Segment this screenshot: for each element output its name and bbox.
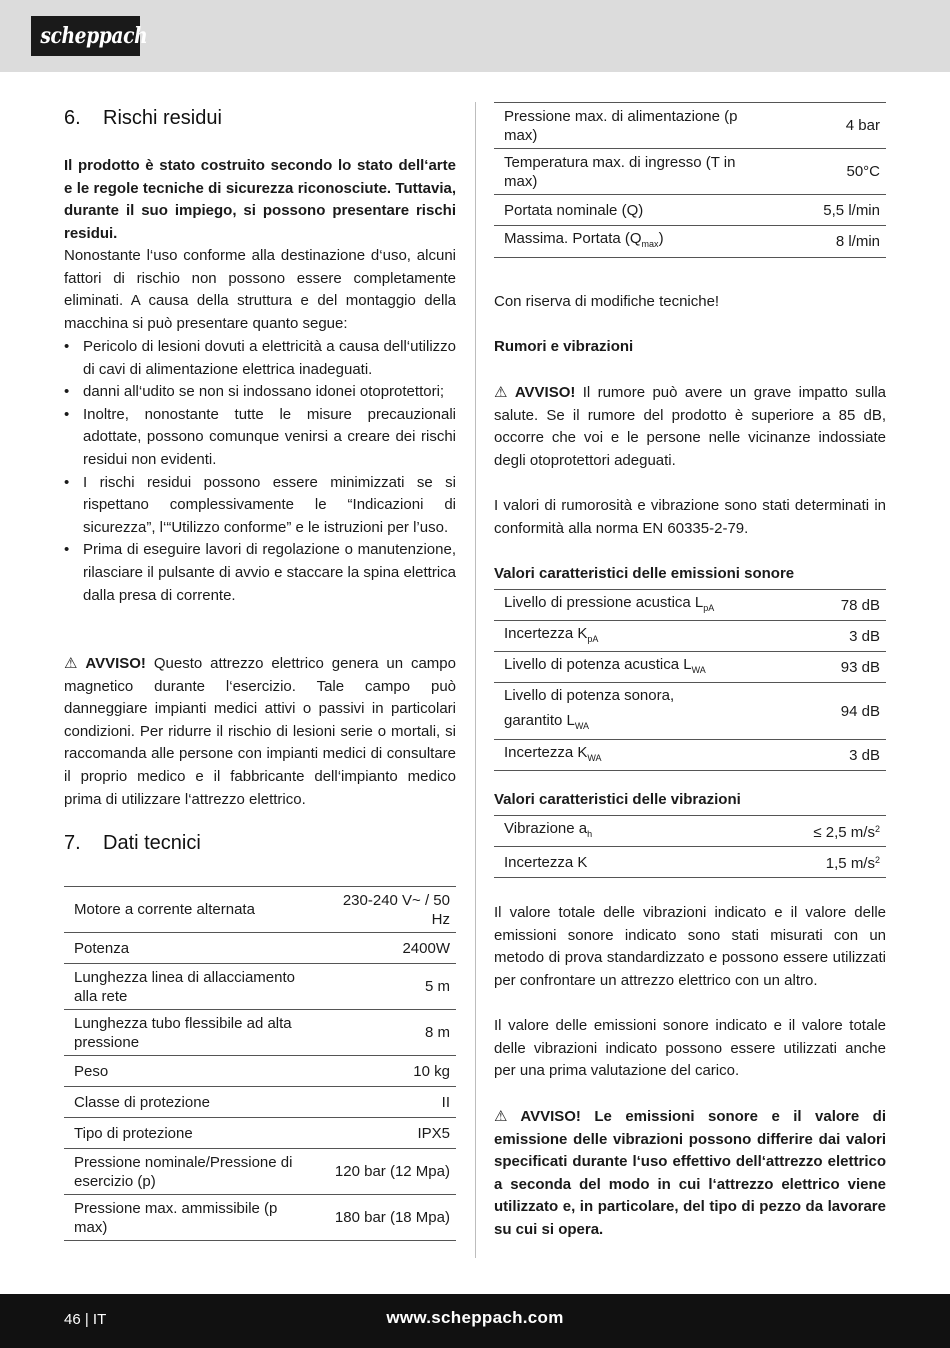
- noise-vibration-heading: Rumori e vibrazioni: [494, 338, 634, 355]
- magnetic-field-warning: ⚠ AVVISO! Questo attrezzo elettrico genera un campo magnetico durante l‘esercizio. Tale campo può danneggiare impianti medici attivi o passivi in particolari condizioni. Per ridurre il rischio di lesioni serie o mortali, si raccomanda alle persone con impianti medici di consultare il proprio medico e il fabbricante dell‘impianto medico prima di utilizzare l‘attrezzo elettrico.: [64, 655, 456, 808]
- technical-data-table: [64, 886, 456, 1241]
- section-6-heading: 6. Rischi residui: [64, 107, 222, 129]
- scheppach-logo: scheppach: [31, 16, 140, 56]
- residual-risks-list: [64, 336, 456, 607]
- measurement-note: Il valore totale delle vibrazioni indicato e il valore delle emissioni sonore indicato sono stati misurati con un metodo di prova standardizzato e possono essere utilizzati per confrontare un attrezzo elettrico con un altro.: [494, 904, 886, 989]
- page-header: [0, 0, 950, 72]
- list-item: • Prima di eseguire lavori di regolazione o manutenzione, rilasciare il pulsante di avvio e staccare la spina elettrica dalla presa di corrente.: [64, 539, 456, 607]
- table-row: Livello di pressione acustica $L_{pA}$ 78 dB: [494, 590, 886, 621]
- table-row: Massima. Portata $(Q_{max})$ 8 l/min: [494, 226, 886, 258]
- table-row: Incertezza K 1,5 $m/s^2$: [494, 847, 886, 878]
- page-number: 46 | IT: [64, 1311, 107, 1328]
- table-row: Vibrazione $a_h$ ≤ 2,5 $m/s^2$: [494, 816, 886, 847]
- table-row: Incertezza $K_{pA}$ 3 dB: [494, 621, 886, 652]
- column-divider: [475, 102, 476, 1258]
- list-item: • danni all‘udito se non si indossano idonei otoprotettori;: [64, 381, 456, 404]
- vibration-heading: Valori caratteristici delle vibrazioni: [494, 791, 741, 808]
- list-item: • Inoltre, nonostante tutte le misure precauzionali adottate, possono comunque venirsi a creare dei rischi residui non evidenti.: [64, 404, 456, 472]
- technical-data-table-continued: [494, 102, 886, 258]
- list-item: • Pericolo di lesioni dovuti a elettricità a causa dell‘utilizzo di cavi di alimentazione elettrica inadeguati.: [64, 336, 456, 381]
- table-row: Pressione nominale/Pressione di esercizio (p) 120 bar (12 Mpa): [64, 1149, 456, 1195]
- table-row: Portata nominale (Q) 5,5 l/min: [494, 195, 886, 226]
- table-row: Tipo di protezione IPX5: [64, 1118, 456, 1149]
- noise-warning: ⚠ AVVISO! Il rumore può avere un grave impatto sulla salute. Se il rumore del prodotto è superiore a 85 dB, occorre che voi e le persone nelle vicinanze indossiate degli otoprotettori adeguati.: [494, 384, 886, 469]
- sound-emission-table: [494, 589, 886, 771]
- sound-emission-heading: Valori caratteristici delle emissioni sonore: [494, 565, 795, 582]
- table-row: Incertezza $K_{WA}$ 3 dB: [494, 740, 886, 771]
- table-row: Lunghezza tubo flessibile ad alta pressione 8 m: [64, 1010, 456, 1056]
- table-row: Pressione max. di alimentazione (p max) 4 bar: [494, 103, 886, 149]
- table-row: Classe di protezione II: [64, 1087, 456, 1118]
- warning-triangle-icon: ⚠: [64, 655, 78, 672]
- vibration-table: [494, 815, 886, 878]
- table-row: Lunghezza linea di allacciamento alla rete 5 m: [64, 964, 456, 1010]
- residual-risks-intro: Nonostante l‘uso conforme alla destinazione d‘uso, alcuni fattori di rischio non possono essere completamente eliminati. A causa della struttura e del montaggio della macchina si può presentare quanto segue:: [64, 247, 456, 332]
- page-footer: [0, 1294, 950, 1348]
- warning-triangle-icon: ⚠: [494, 384, 508, 401]
- table-row: Livello di potenza acustica $L_{WA}$ 93 dB: [494, 652, 886, 683]
- table-row: Livello di potenza sonora, garantito $L_{WA}$ 94 dB: [494, 683, 886, 740]
- residual-risks-intro-bold: Il prodotto è stato costruito secondo lo stato dell‘arte e le regole tecniche di sicurezza riconosciute. Tuttavia, durante il suo impiego, si possono presentare rischi residui.: [64, 157, 456, 242]
- list-item: • I rischi residui possono essere minimizzati se si rispettano complessivamente le “Indicazioni di sicurezza”, l‘“Utilizzo conforme” e le istruzioni per l’uso.: [64, 472, 456, 540]
- table-row: Potenza 2400W: [64, 933, 456, 964]
- table-row: Motore a corrente alternata 230-240 V~ / 50 Hz: [64, 887, 456, 933]
- load-evaluation-note: Il valore delle emissioni sonore indicato e il valore totale delle vibrazioni indicato possono essere utilizzati anche per una prima valutazione del carico.: [494, 1017, 886, 1080]
- table-row: Peso 10 kg: [64, 1056, 456, 1087]
- warning-triangle-icon: ⚠: [494, 1108, 508, 1125]
- section-7-heading: 7. Dati tecnici: [64, 832, 201, 854]
- noise-norm-note: I valori di rumorosità e vibrazione sono stati determinati in conformità alla norma EN 60335-2-79.: [494, 497, 886, 537]
- emission-difference-warning: ⚠ AVVISO! Le emissioni sonore e il valore di emissione delle vibrazioni possono differire dai valori specificati durante l‘uso effettivo dell‘attrezzo elettrico a seconda del modo in cui l‘attrezzo elettrico viene utilizzato e, in particolare, del tipo di pezzo da lavorare su cui si opera.: [494, 1108, 886, 1238]
- table-row: Temperatura max. di ingresso (T in max) 50°C: [494, 149, 886, 195]
- technical-changes-note: Con riserva di modifiche tecniche!: [494, 293, 720, 310]
- website-link[interactable]: www.scheppach.com: [386, 1308, 564, 1327]
- table-row: Pressione max. ammissibile (p max) 180 bar (18 Mpa): [64, 1195, 456, 1241]
